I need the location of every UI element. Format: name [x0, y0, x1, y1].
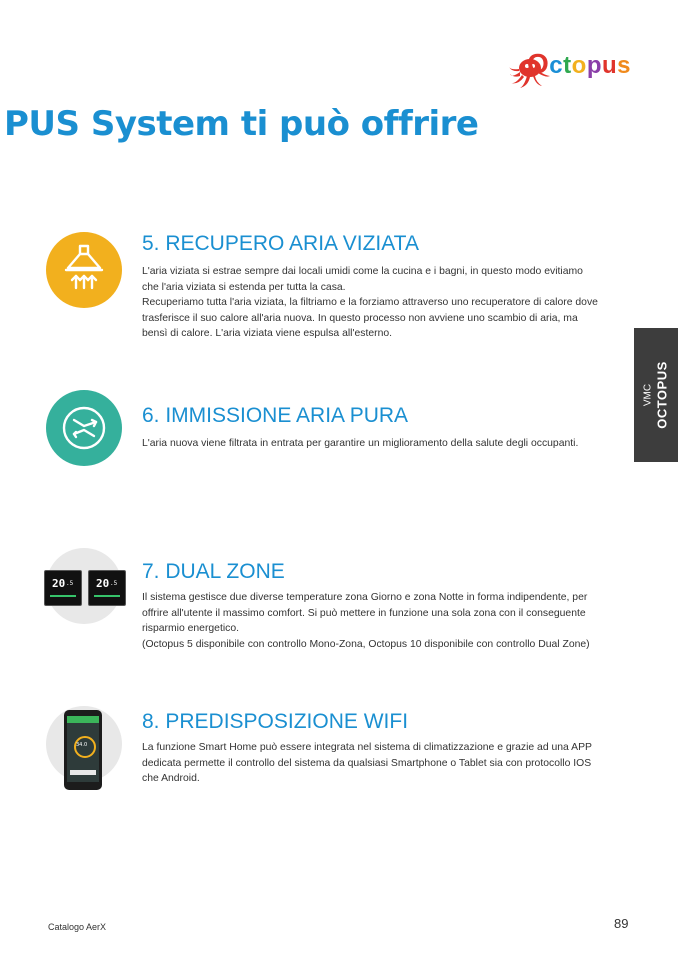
section-dual-zone	[46, 548, 606, 648]
smartphone	[64, 710, 102, 790]
page-title: PUS System ti può offrire	[4, 104, 479, 144]
section-title: 7. DUAL ZONE	[142, 560, 285, 583]
side-tab-label	[643, 361, 670, 429]
thermostat-panel	[44, 570, 82, 606]
air-exchange-icon	[46, 390, 122, 466]
side-tab-main: OCTOPUS	[654, 361, 670, 429]
section-title: 6. IMMISSIONE ARIA PURA	[142, 404, 409, 427]
section-recupero-aria	[46, 232, 606, 340]
section-paragraph: (Octopus 5 disponibile con controllo Mono-Zona, Octopus 10 disponibile con controllo Dual Zone)	[142, 638, 590, 650]
section-paragraph: Recuperiamo tutta l'aria viziata, la filtriamo e la forziamo attraverso uno recuperatore di calore dove trasferisce il suo calore all'aria nuova. In questo processo non avviene uno scambio di aria, ma bensì di calore. L'aria viziata viene espulsa all'esterno.	[142, 297, 598, 340]
section-body	[142, 740, 600, 787]
phone-screen	[67, 716, 99, 782]
section-paragraph: L'aria viziata si estrae sempre dai locali umidi come la cucina e i bagni, in questo modo evitiamo che l'aria viziata si estenda per tutta la casa.	[142, 266, 583, 293]
status-led	[50, 595, 76, 597]
octopus-wordmark: Octopus	[527, 48, 632, 79]
app-header-bar	[67, 716, 99, 723]
smartphone-app-icon	[46, 706, 122, 782]
phone-temp: 34.0	[76, 742, 88, 748]
side-tab	[634, 328, 678, 462]
thermostat-panels-icon	[46, 548, 122, 624]
section-body	[142, 436, 600, 452]
status-led	[94, 595, 120, 597]
section-body	[142, 590, 600, 652]
section-paragraph: L'aria nuova viene filtrata in entrata per garantire un miglioramento della salute degli occupanti.	[142, 438, 579, 449]
thermostat-temp: 20	[96, 577, 110, 590]
section-immissione-aria	[46, 390, 606, 470]
side-tab-sub: VMC	[642, 383, 654, 407]
footer-catalog: Catalogo AerX	[48, 922, 107, 932]
thermostat-panel	[88, 570, 126, 606]
thermostat-temp: 20	[52, 577, 66, 590]
thermostat-temp-decimal: .5	[110, 580, 118, 587]
section-title: 8. PREDISPOSIZIONE WIFI	[142, 710, 409, 733]
section-paragraph: Il sistema gestisce due diverse temperature zona Giorno e zona Notte in forma indipendente, per offrire all'utente il massimo comfort. Si può mettere in funzione una sola zona con il conseguente risparmio energetico.	[142, 592, 588, 635]
thermostat-temp-decimal: .5	[66, 580, 74, 587]
page-number: 89	[614, 916, 629, 931]
section-body	[142, 264, 600, 342]
section-wifi	[46, 706, 606, 796]
section-paragraph: La funzione Smart Home può essere integrata nel sistema di climatizzazione e grazie ad una APP dedicata permette il controllo del sistema da qualsiasi Smartphone o Tablet sia con protocollo IOS che Android.	[142, 742, 592, 785]
extractor-hood-icon	[46, 232, 122, 308]
app-control-bar	[70, 770, 96, 775]
section-title: 5. RECUPERO ARIA VIZIATA	[142, 232, 419, 255]
